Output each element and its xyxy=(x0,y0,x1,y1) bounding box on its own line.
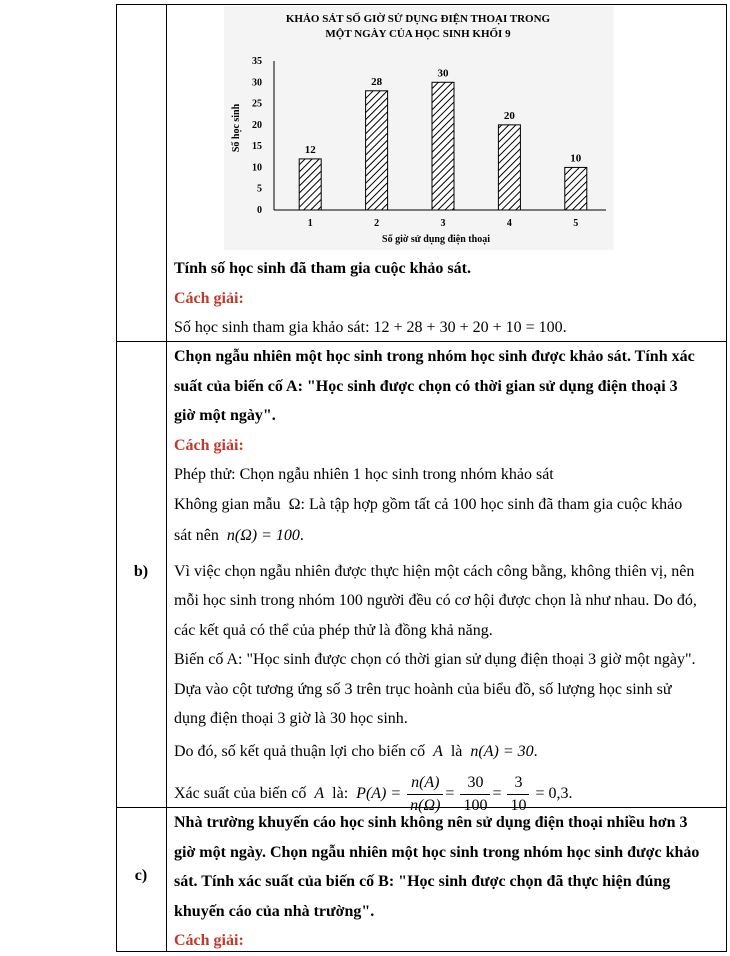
favor-var: A xyxy=(433,742,443,760)
part-c-question-line: khuyến cáo của nhà trường". xyxy=(174,902,375,920)
part-b-question-line: Chọn ngẫu nhiên một học sinh trong nhóm học sinh được khảo sát. Tính xác xyxy=(174,348,695,365)
part-b-question-line: suất của biến cố A: "Học sinh được chọn có thời gian sử dụng điện thoại 3 xyxy=(174,377,678,395)
part-c xyxy=(174,808,722,956)
bar xyxy=(432,82,454,210)
bar-value-label: 10 xyxy=(570,152,582,165)
fair-line: mỗi học sinh trong nhóm 100 người đều có cơ hội được chọn là như nhau. Do đó, xyxy=(174,592,697,609)
part-a xyxy=(174,254,722,343)
y-tick-label: 10 xyxy=(252,162,262,174)
prob-text: là: xyxy=(332,785,349,803)
favor-expr: n(A) = 30 xyxy=(470,742,534,760)
table-border xyxy=(726,4,727,952)
x-tick-label: 5 xyxy=(573,218,579,229)
fraction-denominator: 100 xyxy=(463,797,488,814)
fraction-numerator: 3 xyxy=(507,772,529,795)
y-tick-label: 0 xyxy=(257,205,262,216)
x-tick-label: 2 xyxy=(374,218,380,229)
sample-space-text: : Là tập hợp gồm tất cả 100 học sinh đã tham gia cuộc khảo xyxy=(300,495,683,513)
chart-title: KHẢO SÁT SỐ GIỜ SỬ DỤNG ĐIỆN THOẠI TRONG xyxy=(285,13,551,25)
fraction-numerator: 30 xyxy=(460,772,490,795)
part-a-answer: Số học sinh tham gia khảo sát: 12 + 28 + 30 + 20 + 10 = 100. xyxy=(174,319,567,336)
y-tick-label: 20 xyxy=(252,119,262,131)
prob-var: A xyxy=(314,785,325,803)
favor-text: Do đó, số kết quả thuận lợi cho biến cố xyxy=(174,742,426,760)
favor-line: Do đó, số kết quả thuận lợi cho biến cố A là n(A) = 30. xyxy=(174,742,538,760)
y-tick-label: 35 xyxy=(252,56,262,67)
table-border xyxy=(116,4,727,5)
bar-value-label: 30 xyxy=(437,67,449,80)
read-line: dụng điện thoại 3 giờ là 30 học sinh. xyxy=(174,710,408,727)
prob-result: = 0,3 xyxy=(535,785,569,803)
part-c-question-line: sát. Tính xác suất của biến cố B: "Học sinh được chọn đã thực hiện đúng xyxy=(174,873,671,890)
part-b-label: b) xyxy=(133,563,149,580)
read-line: Dựa vào cột tương ứng số 3 trên trục hoành của biểu đồ, số lượng học sinh sử xyxy=(174,680,672,698)
part-a-question: Tính số học sinh đã tham gia cuộc khảo sát. xyxy=(174,260,471,277)
fraction-denominator: 10 xyxy=(510,797,527,814)
probability-line: Xác suất của biến cố A là: P(A) = $\frac{n(A)}{n(\Omega)}$ = $\frac{30}{100}$ = $\frac{3}{10}$ = 0,3. xyxy=(174,772,722,817)
bar xyxy=(565,167,587,210)
sample-space-text: Không gian mẫu xyxy=(174,495,281,513)
part-c-question-line: giờ một ngày. Chọn ngẫu nhiên một học sinh trong nhóm học sinh được khảo xyxy=(174,843,700,861)
y-tick-label: 5 xyxy=(257,183,262,195)
y-tick-label: 30 xyxy=(252,77,262,89)
x-tick-label: 1 xyxy=(307,218,313,229)
trial-text: Phép thử: Chọn ngẫu nhiên 1 học sinh trong nhóm khảo sát xyxy=(174,466,554,483)
part-b-question-line: giờ một ngày". xyxy=(174,407,276,424)
bar xyxy=(498,125,520,210)
prob-lhs: P(A) = xyxy=(356,785,402,803)
fair-line: Vì việc chọn ngẫu nhiên được thực hiện một cách công bằng, không thiên vị, nên xyxy=(174,562,695,580)
favor-text: là xyxy=(450,742,463,760)
fraction-numerator: n(A) xyxy=(407,772,443,795)
sample-space-line: sát nên n(Ω) = 100. xyxy=(174,527,304,544)
y-axis-label: Số học sinh xyxy=(231,103,242,153)
y-tick-label: 25 xyxy=(252,98,262,110)
x-tick-label: 4 xyxy=(506,218,512,229)
n-omega-expr: n(Ω) = 100 xyxy=(226,527,300,544)
table-border xyxy=(116,4,117,952)
y-tick-label: 15 xyxy=(252,141,262,153)
chart-title-line2: MỘT NGÀY CỦA HỌC SINH KHỐI 9 xyxy=(325,28,511,40)
bar-value-label: 20 xyxy=(503,109,515,122)
bar xyxy=(366,91,388,210)
x-axis-label: Số giờ sử dụng điện thoại xyxy=(382,234,490,245)
bar-value-label: 12 xyxy=(304,143,316,156)
part-b xyxy=(174,342,722,817)
part-c-label: c) xyxy=(134,867,148,884)
sample-space-line xyxy=(174,490,722,520)
part-b-solution-label: Cách giải: xyxy=(174,436,244,454)
fair-line: các kết quả có thể của phép thử là đồng khả năng. xyxy=(174,621,493,639)
x-tick-label: 3 xyxy=(440,218,446,229)
omega-symbol: Ω xyxy=(288,495,301,513)
event-text: Biến cố A: "Học sinh được chọn có thời gian sử dụng điện thoại 3 giờ một ngày". xyxy=(174,651,696,668)
bar xyxy=(299,159,321,210)
fraction-denominator: n(Ω) xyxy=(410,797,441,814)
sample-space-text: sát nên xyxy=(174,527,219,544)
part-c-solution-label: Cách giải: xyxy=(174,932,244,949)
table-border xyxy=(166,4,167,952)
prob-text: Xác suất của biến cố xyxy=(174,785,307,803)
part-c-question-line: Nhà trường khuyến cáo học sinh không nên sử dụng điện thoại nhiều hơn 3 xyxy=(174,814,688,831)
bar-value-label: 28 xyxy=(371,75,383,88)
part-a-solution-label: Cách giải: xyxy=(174,289,244,307)
bar-chart xyxy=(224,6,614,250)
